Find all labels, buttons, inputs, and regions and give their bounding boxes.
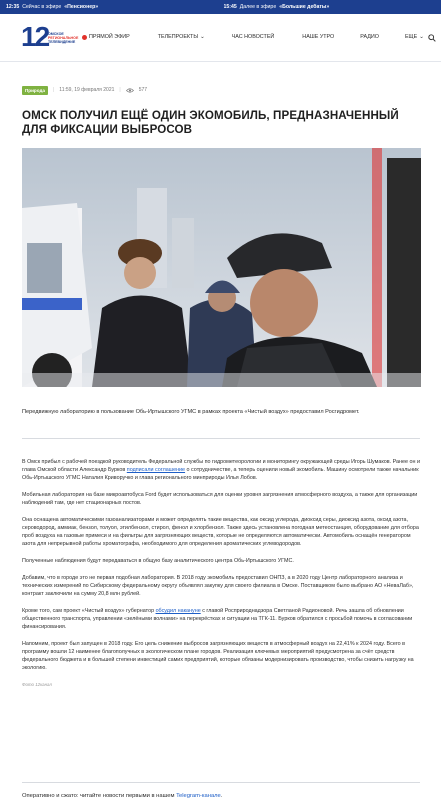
next-on-air[interactable] — [224, 4, 441, 10]
paragraph: Полученные наблюдения будут передаваться в общую базу аналитического центра Обь-Иртышского УГМС. — [22, 558, 294, 564]
meta-divider: | — [119, 87, 121, 93]
nav-more-label: ЕЩЕ — [404, 34, 418, 40]
telegram-link[interactable]: Telegram-канале — [176, 793, 221, 799]
nav-radio[interactable] — [360, 34, 379, 40]
next-label: Далее в эфире — [239, 4, 277, 10]
meta-divider: | — [52, 87, 55, 93]
nav-teleprojects-label: ТЕЛЕПРОЕКТЫ — [157, 34, 199, 40]
nav-radio-label: РАДИО — [360, 34, 379, 40]
article-body — [22, 458, 420, 689]
telegram-promo — [22, 793, 420, 799]
nav-more[interactable] — [405, 34, 424, 40]
now-show: «Пенсионер» — [64, 4, 99, 10]
nav-morning-label: НАШЕ УТРО — [302, 34, 335, 40]
discussion-link[interactable]: обсудил накануне — [155, 608, 201, 614]
live-dot-icon — [82, 35, 87, 40]
paragraph-text: с главой Росприроднадзора Светланой Радионовой. Речь зашла об обновлении общественного транспорта, управлении «зелёными волнами» на перекрёстках и ситуации на ТГК-11. Бурков обратился с просьбой помочь в согласовании финансирования. — [22, 608, 413, 630]
logo-line-1: ОМСКОЕ — [48, 32, 64, 36]
telegram-text: Оперативно и сжато: читайте новости первыми в нашем — [22, 793, 177, 799]
views-count: 577 — [138, 87, 148, 93]
article-photo-image — [22, 148, 421, 387]
lead-divider — [22, 438, 420, 439]
paragraph-text: В Омск прибыл с рабочей поездкой руководитель Федеральной службы по гидрометеорологии и мониторингу окружающей среды Игорь Шумаков. Ранее он и глава Омской области Александр Бурков — [22, 459, 421, 473]
paragraph: Напомним, проект был запущен в 2018 году. Его цель снижение выбросов загрязняющих веществ в атмосферный воздух на 22,41% к 2024 году. Всего в программу вошли 12 наименее благополучных в экологическом плане городов. Реализация ключевых мероприятий предусмотрена за счёт средств федерального бюджета и в большей степени инвестиций самих предприятий, которые обязаны модернизировать производство, чтобы снизить нагрузку на экологию. — [22, 641, 414, 671]
article-title: ОМСК ПОЛУЧИЛ ЕЩЁ ОДИН ЭКОМОБИЛЬ, ПРЕДНАЗНАЧЕННЫЙ ДЛЯ ФИКСАЦИИ ВЫБРОСОВ — [22, 109, 399, 136]
search-icon[interactable] — [428, 34, 436, 42]
next-show: «Большие дебаты» — [279, 4, 330, 10]
article-meta — [22, 85, 422, 95]
logo-text — [48, 32, 78, 45]
telegram-text-end: . — [220, 793, 223, 799]
article-lead: Передвижную лабораторию в пользование Обь-Иртышского УГМС в рамках проекта «Чистый воздух» предоставил Росгидромет. — [22, 409, 360, 415]
next-time: 15:45 — [223, 4, 237, 10]
footer-divider — [22, 782, 420, 783]
logo-number: 12 — [21, 21, 49, 52]
nav-live[interactable] — [82, 34, 130, 40]
nav-news-hour[interactable] — [232, 34, 275, 40]
photo-credit: Фото 12канал — [22, 682, 52, 687]
now-time: 12:35 — [6, 4, 20, 10]
nav-morning[interactable] — [302, 34, 334, 40]
article-photo — [22, 148, 421, 387]
chevron-down-icon: ⌄ — [200, 34, 205, 40]
top-ticker-bar — [0, 0, 441, 14]
article-header — [22, 85, 422, 137]
paragraph: Мобильная лаборатория на базе микроавтобуса Ford будет использоваться для оценки уровня загрязнения атмосферного воздуха, а также для организации наблюдений там, где нет стационарных постов. — [22, 492, 418, 506]
paragraph — [22, 458, 420, 482]
site-header — [0, 14, 441, 62]
rubric-badge[interactable]: Природа — [22, 86, 48, 95]
paragraph: Она оснащена автоматическими газоанализаторами и может определять такие вещества, как оксид углерода, диоксид серы, диоксид азота, оксид азота, сероводород, аммиак, бензол, толуол, этилбензол, стирол, фенол и хлорбензол. Также здесь установлена погодная метеостанция, оборудование для отбора проб воздуха на газовые примеси и на фильтры для загрязняющих веществ, которые не определяются автоматически. Автомобиль оснащён генератором азота для непрерывной работы хроматографа, необходимого для определения ароматических углеводородов. — [22, 517, 419, 547]
logo-line-3: ТЕЛЕВИДЕНИЕ — [48, 40, 76, 45]
nav-live-label: ПРЯМОЙ ЭФИР — [89, 34, 130, 40]
main-nav — [82, 34, 424, 40]
eye-icon — [126, 88, 134, 93]
chevron-down-icon: ⌄ — [419, 34, 424, 40]
nav-teleprojects[interactable] — [158, 34, 205, 40]
logo-line-2: РЕГИОНАЛЬНОЕ — [48, 36, 79, 41]
article-datetime: 11:59, 19 февраля 2021 — [59, 87, 115, 93]
paragraph-text: Кроме того, сам проект «Чистый воздух» губернатор — [22, 608, 156, 614]
nav-news-hour-label: ЧАС НОВОСТЕЙ — [231, 34, 275, 40]
agreement-link[interactable]: подписали соглашение — [126, 467, 186, 473]
site-logo[interactable] — [21, 21, 79, 52]
paragraph-text: о сотрудничестве, а теперь оценили новый экомобиль. Машину осмотрели также начальник Обь-Иртышского УГМС Наталия Криворучко и глава регионального минприроды Илья Лобов. — [22, 467, 419, 481]
now-on-air[interactable] — [0, 4, 224, 10]
paragraph — [22, 607, 420, 631]
paragraph: Добавим, что в городе это не первая подобная лаборатория. В 2018 году экомобиль предоставил ОНПЗ, а в 2020 году Центр лабораторного анализа и технических измерений по Сибирскому федеральному округу объявлял закупку для своего филиала в Омске. Поставщиком было выбрано АО «НеваЛаб», контракт заключили на сумму 20,8 млн рублей. — [22, 575, 414, 597]
now-label: Сейчас в эфире — [22, 4, 62, 10]
